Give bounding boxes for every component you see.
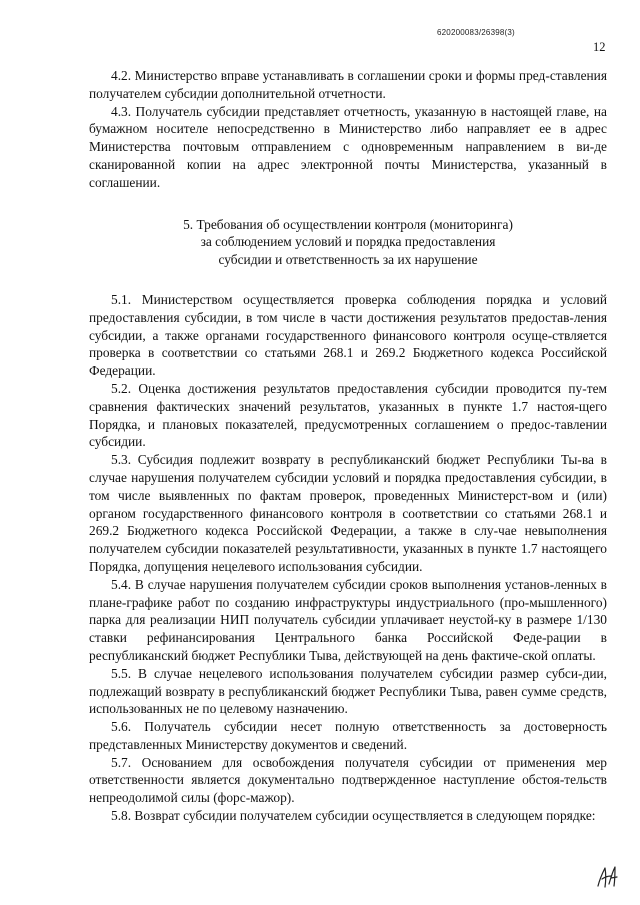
paragraph-4-2: 4.2. Министерство вправе устанавливать в соглашении сроки и формы пред-ставления получателем субсидии дополнительной отчетности. [89,68,607,101]
section-5-heading [89,216,607,269]
paragraph-5-7: 5.7. Основанием для освобождения получателя субсидии от применения мер ответственности является документально подтвержденное наступление обстоя-тельств непреодолимой силы (форс-мажор). [89,754,607,806]
handwritten-initials-mark [594,862,620,892]
paragraph-5-6: 5.6. Получатель субсидии несет полную ответственность за достоверность представленных Министерству документов и сведений. [89,719,607,752]
paragraph-5-3: 5.3. Субсидия подлежит возврату в республиканский бюджет Республики Ты-ва в случае нарушения получателем субсидии условий и порядка предоставления субсидии, в том числе выявленных по фактам проверок, проведенных Министерст-вом и (или) органом государственного финансового контроля в соответствии со статьями 268.1 и 269.2 Бюджетного кодекса Российской Федерации, а также в слу-чае невыполнения получателем субсидии показателей результативности, указанных в пункте 1.7 настоящего Порядка, допущения нецелевого использования субсидии. [89,452,607,574]
section-heading-line: 5. Требования об осуществлении контроля (мониторинга) [183,216,513,232]
document-body [89,67,607,825]
section-heading-line: за соблюдением условий и порядка предоставления [200,234,496,250]
paragraph-5-5: 5.5. В случае нецелевого использования получателем субсидии размер субси-дии, подлежащий возврату в республиканский бюджет Республики Тыва, равен сумме средств, использованных не по целевому назначению. [89,665,607,717]
document-code: 620200083/26398(3) [437,28,515,37]
paragraph-5-8: 5.8. Возврат субсидии получателем субсидии осуществляется в следующем порядке: [111,808,596,824]
paragraph-4-3: 4.3. Получатель субсидии представляет отчетность, указанную в настоящей главе, на бумажном носителе непосредственно в Министерство либо направляет ее в адрес Министерства почтовым отправлением с одновременным направлением в ви-де сканированной копии на адрес электронной почты Министерства, указанный в соглашении. [89,103,607,190]
paragraph-5-2: 5.2. Оценка достижения результатов предоставления субсидии проводится пу-тем сравнения фактических значений результатов, указанных в пункте 1.7 настоя-щего Порядка, и плановых показателей, предусмотренных соглашением о предос-тавлении субсидии. [89,380,607,450]
paragraph-5-1: 5.1. Министерством осуществляется проверка соблюдения порядка и условий предоставления субсидии, в том числе в части достижения результатов предостав-ления субсидии, а также органами государственного финансового контроля осуще-ствляется проверка в соответствии со статьями 268.1 и 269.2 Бюджетного кодекса Российской Федерации. [89,291,607,379]
page-number: 12 [593,40,606,54]
section-heading-line: субсидии и ответственность за их нарушение [218,252,478,268]
paragraph-5-4: 5.4. В случае нарушения получателем субсидии сроков выполнения установ-ленных в плане-графике работ по созданию инфраструктуры индустриального (про-мышленного) парка для реализации НИП получатель субсидии уплачивает неустой-ку в размере 1/130 ставки рефинансирования Центрального банка Российской Феде-рации в республиканский бюджет Республики Тыва, действующей на день фактиче-ской оплаты. [89,576,607,663]
